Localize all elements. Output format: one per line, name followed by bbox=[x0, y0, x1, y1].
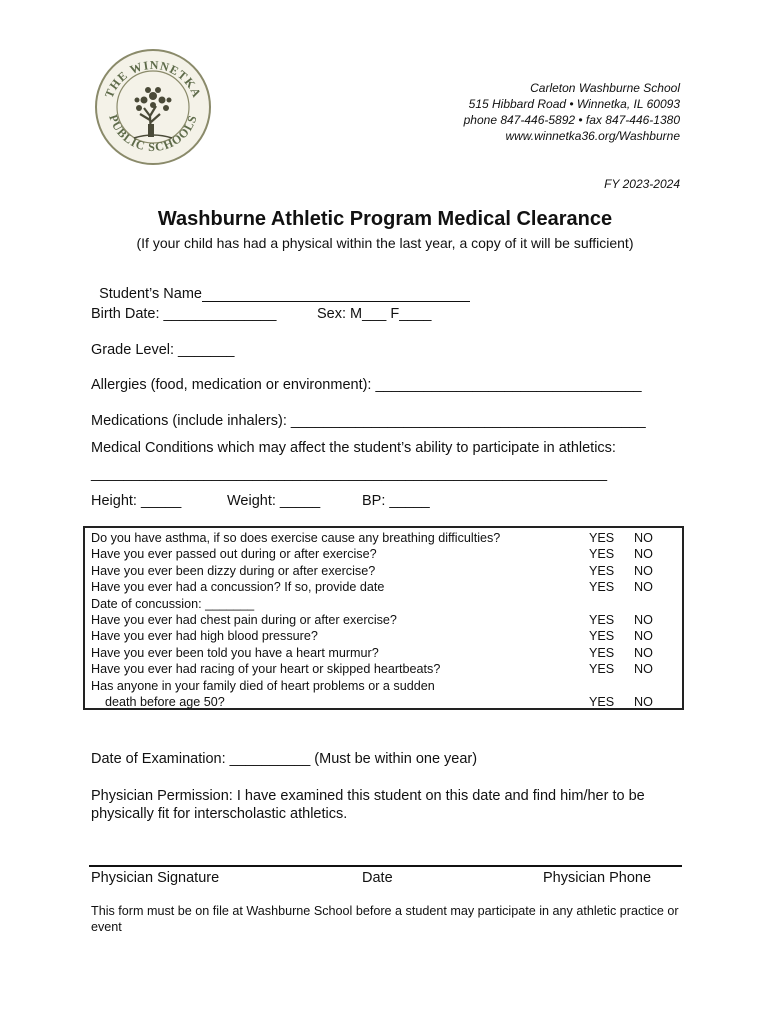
yes-option[interactable]: YES bbox=[589, 564, 615, 578]
student-name-label: Student’s Name bbox=[99, 286, 202, 302]
student-name-field[interactable] bbox=[91, 270, 470, 302]
yes-option[interactable]: YES bbox=[589, 613, 615, 627]
school-address: 515 Hibbard Road • Winnetka, IL 60093 bbox=[468, 97, 680, 111]
signature-line[interactable] bbox=[89, 865, 682, 867]
yes-option[interactable]: YES bbox=[589, 580, 615, 594]
school-phone: phone 847-446-5892 • fax 847-446-1380 bbox=[463, 113, 680, 127]
yes-option[interactable]: YES bbox=[589, 629, 615, 643]
bp-field[interactable]: BP: _____ bbox=[362, 493, 430, 509]
yes-option[interactable]: YES bbox=[589, 646, 615, 660]
no-option[interactable]: NO bbox=[634, 580, 653, 594]
no-option[interactable]: NO bbox=[634, 564, 653, 578]
no-option[interactable]: NO bbox=[634, 662, 653, 676]
medical-conditions-line[interactable]: ________________________________________________________________ bbox=[91, 466, 608, 482]
no-option[interactable]: NO bbox=[634, 646, 653, 660]
yes-option[interactable]: YES bbox=[589, 547, 615, 561]
question-chest-pain: Have you ever had chest pain during or after exercise? bbox=[91, 613, 397, 627]
grade-level-field[interactable]: Grade Level: _______ bbox=[91, 342, 235, 358]
yes-option[interactable]: YES bbox=[589, 695, 615, 709]
logo-text-top: THE WINNETKA bbox=[101, 57, 205, 101]
question-racing-heart: Have you ever had racing of your heart or skipped heartbeats? bbox=[91, 662, 441, 676]
sex-field[interactable]: Sex: M___ F____ bbox=[317, 306, 432, 322]
question-family-history: Has anyone in your family died of heart problems or a sudden bbox=[91, 679, 435, 693]
concussion-date-field[interactable]: Date of concussion: _______ bbox=[91, 597, 255, 611]
question-dizzy: Have you ever been dizzy during or after exercise? bbox=[91, 564, 376, 578]
yes-option[interactable]: YES bbox=[589, 531, 615, 545]
no-option[interactable]: NO bbox=[634, 629, 653, 643]
student-name-line[interactable] bbox=[202, 287, 470, 302]
logo-text-bottom: PUBLIC SCHOOLS bbox=[106, 112, 200, 155]
no-option[interactable]: NO bbox=[634, 695, 653, 709]
no-option[interactable]: NO bbox=[634, 613, 653, 627]
fiscal-year: FY 2023-2024 bbox=[604, 177, 680, 191]
school-name: Carleton Washburne School bbox=[530, 81, 680, 95]
weight-field[interactable]: Weight: _____ bbox=[227, 493, 321, 509]
no-option[interactable]: NO bbox=[634, 531, 653, 545]
school-website: www.winnetka36.org/Washburne bbox=[505, 129, 680, 143]
question-concussion: Have you ever had a concussion? If so, provide date bbox=[91, 580, 385, 594]
winnetka-public-schools-logo bbox=[94, 48, 212, 166]
form-title: Washburne Athletic Program Medical Clearance bbox=[157, 208, 613, 230]
yes-option[interactable]: YES bbox=[589, 662, 615, 676]
medical-conditions-label: Medical Conditions which may affect the student’s ability to participate in athletics: bbox=[91, 440, 616, 456]
footer-note: This form must be on file at Washburne School before a student may participate in any athletic practice or event bbox=[91, 904, 679, 934]
physician-phone-label: Physician Phone bbox=[543, 870, 652, 886]
height-field[interactable]: Height: _____ bbox=[91, 493, 182, 509]
no-option[interactable]: NO bbox=[634, 547, 653, 561]
question-heart-murmur: Have you ever been told you have a heart murmur? bbox=[91, 646, 379, 660]
signature-date-label: Date bbox=[362, 870, 393, 886]
physician-permission: Physician Permission: I have examined this student on this date and find him/her to be physically fit for interscholastic athletics. bbox=[91, 788, 645, 822]
physician-signature-label: Physician Signature bbox=[91, 870, 220, 886]
question-blood-pressure: Have you ever had high blood pressure? bbox=[91, 629, 318, 643]
question-family-history-cont: death before age 50? bbox=[91, 695, 225, 709]
form-subtitle: (If your child has had a physical within the last year, a copy of it will be sufficient) bbox=[136, 235, 634, 251]
question-passed-out: Have you ever passed out during or after exercise? bbox=[91, 547, 377, 561]
question-asthma: Do you have asthma, if so does exercise cause any breathing difficulties? bbox=[91, 531, 501, 545]
birth-date-field[interactable]: Birth Date: ______________ bbox=[91, 306, 277, 322]
exam-date-field[interactable]: Date of Examination: __________ (Must be within one year) bbox=[91, 751, 478, 767]
medications-field[interactable]: Medications (include inhalers): ____________________________________________ bbox=[91, 413, 646, 429]
school-contact-block bbox=[464, 80, 680, 144]
allergies-field[interactable]: Allergies (food, medication or environment): _________________________________ bbox=[91, 377, 642, 393]
